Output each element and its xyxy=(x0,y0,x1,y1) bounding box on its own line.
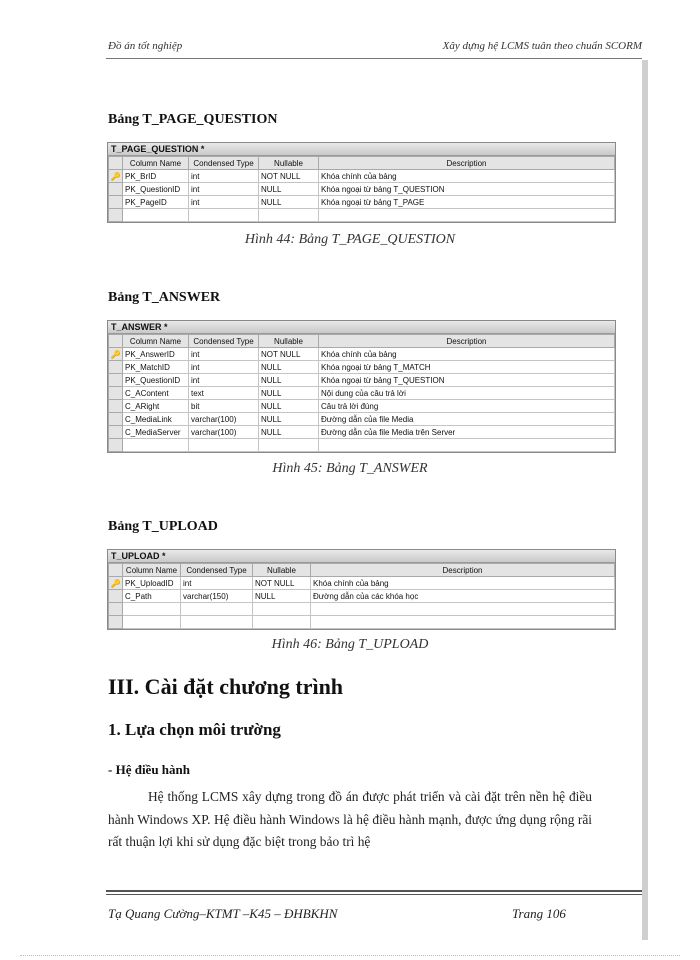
cell-type[interactable]: int xyxy=(189,374,259,387)
page-shadow-right xyxy=(642,60,648,940)
empty-cell[interactable] xyxy=(123,439,189,452)
designer-header-row xyxy=(109,564,615,577)
empty-cell[interactable] xyxy=(319,209,615,222)
cell-nullable[interactable]: NULL xyxy=(259,196,319,209)
cell-description[interactable]: Đường dẫn của file Media xyxy=(319,413,615,426)
empty-cell[interactable] xyxy=(259,209,319,222)
cell-nullable[interactable]: NULL xyxy=(259,400,319,413)
cell-type[interactable]: varchar(150) xyxy=(181,590,253,603)
column-header-type: Condensed Type xyxy=(181,564,253,577)
designer-header-row xyxy=(109,157,615,170)
designer-grid xyxy=(108,156,615,222)
cell-description[interactable]: Nội dung của câu trả lời xyxy=(319,387,615,400)
page-number: Trang 106 xyxy=(512,906,566,921)
body-paragraph: Hệ thống LCMS xây dựng trong đồ án được phát triển và cài đặt trên nền hệ điều hành Windows XP. Hệ điều hành Windows là hệ điều hành mạnh, được ứng dụng rộng rãi rất thuận lợi khi sử dụng đặc biệt trong bảo trì hệ xyxy=(108,789,592,849)
row-selector[interactable] xyxy=(109,170,123,183)
row-selector[interactable] xyxy=(109,374,123,387)
cell-column-name[interactable]: PK_QuestionID xyxy=(123,183,189,196)
cell-description[interactable]: Đường dẫn của các khóa học xyxy=(311,590,615,603)
cell-nullable[interactable]: NULL xyxy=(259,361,319,374)
footer-author: Tạ Quang Cường–KTMT –K45 – ĐHBKHN xyxy=(108,906,338,921)
page-break-dots xyxy=(20,955,680,956)
designer-title: T_ANSWER * xyxy=(108,321,615,334)
column-header-type: Condensed Type xyxy=(189,335,259,348)
column-header-name: Column Name xyxy=(123,564,181,577)
column-header-description: Description xyxy=(319,157,615,170)
empty-cell[interactable] xyxy=(189,439,259,452)
cell-type[interactable]: varchar(100) xyxy=(189,413,259,426)
row-selector-header xyxy=(109,564,123,577)
primary-key-icon: 🔑 xyxy=(110,578,121,588)
cell-nullable[interactable]: NULL xyxy=(259,426,319,439)
designer-title: T_PAGE_QUESTION * xyxy=(108,143,615,156)
designer-grid xyxy=(108,563,615,629)
cell-column-name[interactable]: PK_AnswerID xyxy=(123,348,189,361)
row-selector[interactable] xyxy=(109,387,123,400)
cell-nullable[interactable]: NULL xyxy=(253,590,311,603)
empty-cell[interactable] xyxy=(189,209,259,222)
section-heading: III. Cài đặt chương trình xyxy=(108,674,344,699)
primary-key-icon: 🔑 xyxy=(110,349,121,359)
cell-nullable[interactable]: NULL xyxy=(259,413,319,426)
empty-cell[interactable] xyxy=(181,616,253,629)
cell-nullable[interactable]: NOT NULL xyxy=(259,170,319,183)
row-selector[interactable] xyxy=(109,209,123,222)
empty-cell[interactable] xyxy=(253,616,311,629)
column-header-nullable: Nullable xyxy=(253,564,311,577)
empty-cell[interactable] xyxy=(123,616,181,629)
table-designer-page-question xyxy=(107,142,616,223)
cell-type[interactable]: int xyxy=(181,577,253,590)
cell-description[interactable]: Khóa ngoại từ bảng T_MATCH xyxy=(319,361,615,374)
table-designer-upload xyxy=(107,549,616,630)
cell-description[interactable]: Khóa chính của bảng xyxy=(319,348,615,361)
table-heading-answer: Bảng T_ANSWER xyxy=(108,290,221,305)
table-designer-answer xyxy=(107,320,616,453)
figure-caption-46: Hình 46: Bảng T_UPLOAD xyxy=(271,637,429,652)
row-selector[interactable] xyxy=(109,348,123,361)
row-selector[interactable] xyxy=(109,590,123,603)
table-row-empty[interactable] xyxy=(109,439,615,452)
row-selector-header xyxy=(109,335,123,348)
footer-rule-thick xyxy=(106,890,642,892)
column-header-description: Description xyxy=(319,335,615,348)
cell-description[interactable]: Khóa chính của bảng xyxy=(319,170,615,183)
cell-description[interactable]: Khóa ngoại từ bảng T_QUESTION xyxy=(319,183,615,196)
cell-column-name[interactable]: C_AContent xyxy=(123,387,189,400)
cell-column-name[interactable]: C_MediaLink xyxy=(123,413,189,426)
empty-cell[interactable] xyxy=(123,603,181,616)
cell-description[interactable]: Khóa ngoại từ bảng T_QUESTION xyxy=(319,374,615,387)
column-header-nullable: Nullable xyxy=(259,157,319,170)
table-row-empty[interactable] xyxy=(109,209,615,222)
table-row-empty[interactable] xyxy=(109,603,615,616)
cell-column-name[interactable]: PK_BrID xyxy=(123,170,189,183)
cell-nullable[interactable]: NOT NULL xyxy=(259,348,319,361)
bullet-heading: - Hệ điều hành xyxy=(108,762,190,777)
figure-caption-44: Hình 44: Bảng T_PAGE_QUESTION xyxy=(244,232,456,247)
cell-nullable[interactable]: NULL xyxy=(259,183,319,196)
cell-nullable[interactable]: NOT NULL xyxy=(253,577,311,590)
row-selector[interactable] xyxy=(109,361,123,374)
empty-cell[interactable] xyxy=(253,603,311,616)
column-header-type: Condensed Type xyxy=(189,157,259,170)
cell-type[interactable]: varchar(100) xyxy=(189,426,259,439)
table-row[interactable] xyxy=(109,413,615,426)
cell-column-name[interactable]: PK_PageID xyxy=(123,196,189,209)
table-row[interactable] xyxy=(109,170,615,183)
cell-column-name[interactable]: PK_MatchID xyxy=(123,361,189,374)
cell-column-name[interactable]: C_Path xyxy=(123,590,181,603)
cell-description[interactable]: Khóa chính của bảng xyxy=(311,577,615,590)
cell-type[interactable]: int xyxy=(189,170,259,183)
row-selector[interactable] xyxy=(109,196,123,209)
row-selector[interactable] xyxy=(109,577,123,590)
cell-type[interactable]: int xyxy=(189,348,259,361)
table-row[interactable] xyxy=(109,577,615,590)
designer-grid xyxy=(108,334,615,452)
cell-description[interactable]: Khóa ngoại từ bảng T_PAGE xyxy=(319,196,615,209)
cell-column-name[interactable]: PK_QuestionID xyxy=(123,374,189,387)
row-selector[interactable] xyxy=(109,439,123,452)
row-selector[interactable] xyxy=(109,616,123,629)
cell-column-name[interactable]: PK_UploadID xyxy=(123,577,181,590)
cell-type[interactable]: int xyxy=(189,196,259,209)
cell-description[interactable]: Đường dẫn của file Media trên Server xyxy=(319,426,615,439)
cell-nullable[interactable]: NULL xyxy=(259,387,319,400)
row-selector[interactable] xyxy=(109,183,123,196)
footer-rule-thin xyxy=(106,894,642,895)
cell-column-name[interactable]: C_MediaServer xyxy=(123,426,189,439)
row-selector[interactable] xyxy=(109,400,123,413)
table-row[interactable] xyxy=(109,183,615,196)
table-row[interactable] xyxy=(109,590,615,603)
empty-cell[interactable] xyxy=(181,603,253,616)
cell-type[interactable]: int xyxy=(189,361,259,374)
row-selector-header xyxy=(109,157,123,170)
table-row[interactable] xyxy=(109,426,615,439)
column-header-description: Description xyxy=(311,564,615,577)
cell-type[interactable]: int xyxy=(189,183,259,196)
header-rule xyxy=(106,58,642,59)
designer-title: T_UPLOAD * xyxy=(108,550,615,563)
row-selector[interactable] xyxy=(109,426,123,439)
header-left-text: Đồ án tốt nghiệp xyxy=(108,40,183,52)
cell-description[interactable]: Câu trả lời đúng xyxy=(319,400,615,413)
empty-cell[interactable] xyxy=(319,439,615,452)
empty-cell[interactable] xyxy=(123,209,189,222)
table-heading-upload: Bảng T_UPLOAD xyxy=(108,519,218,534)
header-right-text: Xây dựng hệ LCMS tuân theo chuẩn SCORM xyxy=(442,40,642,52)
table-row[interactable] xyxy=(109,348,615,361)
empty-cell[interactable] xyxy=(311,616,615,629)
table-row-empty[interactable] xyxy=(109,616,615,629)
table-row[interactable] xyxy=(109,387,615,400)
designer-header-row xyxy=(109,335,615,348)
table-row[interactable] xyxy=(109,196,615,209)
empty-cell[interactable] xyxy=(259,439,319,452)
row-selector[interactable] xyxy=(109,413,123,426)
column-header-name: Column Name xyxy=(123,157,189,170)
primary-key-icon: 🔑 xyxy=(110,171,121,181)
cell-type[interactable]: bit xyxy=(189,400,259,413)
figure-caption-45: Hình 45: Bảng T_ANSWER xyxy=(272,461,428,476)
empty-cell[interactable] xyxy=(311,603,615,616)
cell-column-name[interactable]: C_ARight xyxy=(123,400,189,413)
table-heading-page-question: Bảng T_PAGE_QUESTION xyxy=(108,112,278,127)
table-row[interactable] xyxy=(109,374,615,387)
cell-nullable[interactable]: NULL xyxy=(259,374,319,387)
row-selector[interactable] xyxy=(109,603,123,616)
subsection-heading: 1. Lựa chọn môi trường xyxy=(108,720,281,739)
table-row[interactable] xyxy=(109,400,615,413)
column-header-name: Column Name xyxy=(123,335,189,348)
cell-type[interactable]: text xyxy=(189,387,259,400)
column-header-nullable: Nullable xyxy=(259,335,319,348)
table-row[interactable] xyxy=(109,361,615,374)
